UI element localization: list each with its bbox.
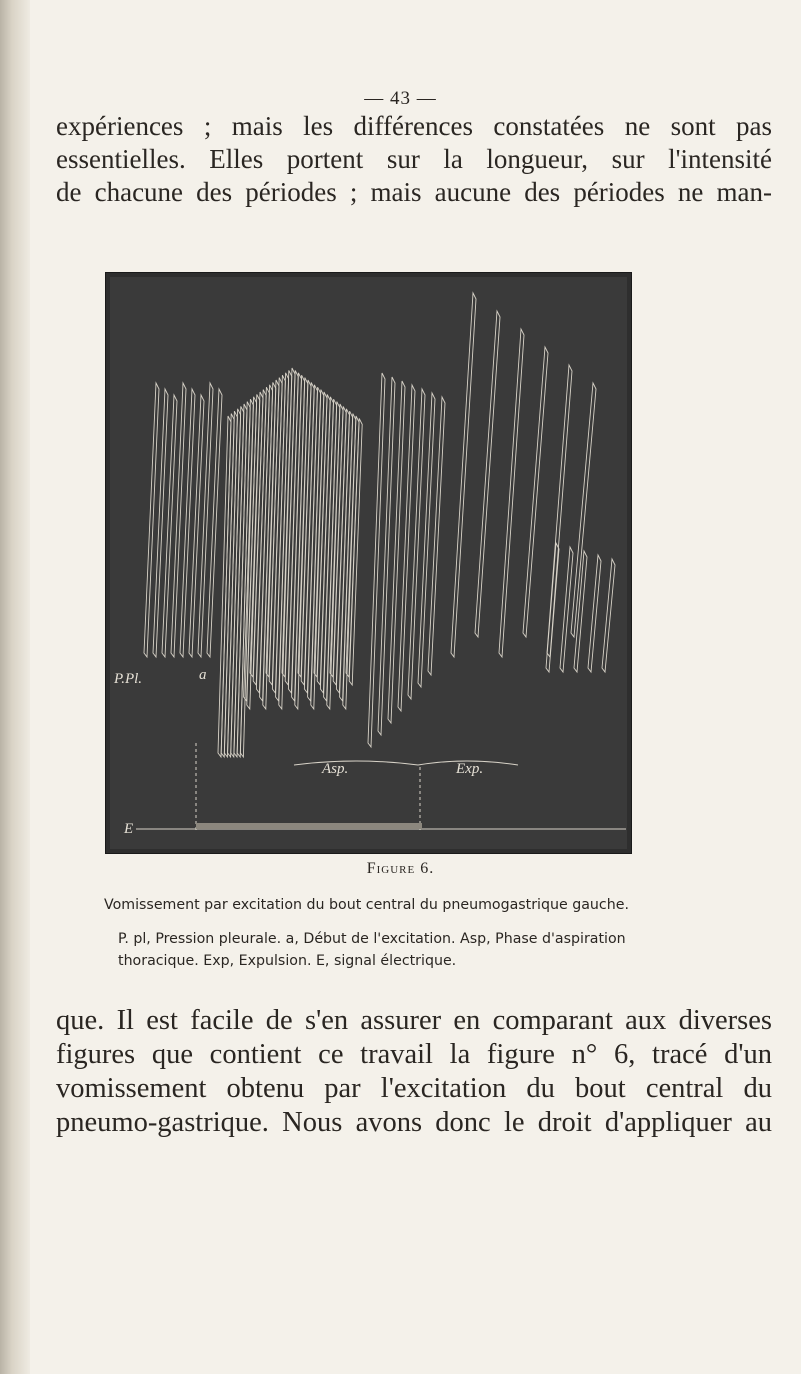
figure-number: Figure 6. (366, 860, 435, 877)
body-text-bottom (56, 1004, 772, 1140)
text-line: de chacune des périodes ; mais aucune des périodes ne man- (56, 177, 772, 207)
page-edge-shadow (0, 0, 30, 1374)
page-number: — 43 — (364, 88, 437, 109)
label-aspiration: Asp. (322, 761, 349, 777)
text-line: figures que contient ce travail la figure n° 6, tracé d'un (56, 1039, 772, 1070)
label-electric-signal: E (124, 821, 134, 837)
figure-caption-title: Vomissement par excitation du bout central du pneumogastrique gauche. (104, 897, 629, 913)
figure-plate (106, 273, 631, 853)
label-expulsion: Exp. (456, 761, 484, 777)
label-excitation-start: a (199, 667, 207, 683)
text-line: que. Il est facile de s'en assurer en comparant aux diverses (56, 1005, 772, 1036)
label-pleural-pressure: P.Pl. (114, 671, 143, 687)
figure-caption-legend: P. pl, Pression pleurale. a, Début de l'excitation. Asp, Phase d'aspiration thoracique. Exp, Expulsion. E, signal électrique. (118, 931, 626, 969)
text-line: expériences ; mais les différences constatées ne sont pas (56, 111, 772, 141)
text-line: vomissement obtenu par l'excitation du bout central du (56, 1073, 772, 1104)
pressure-trace-image (106, 273, 631, 853)
text-line: pneumo-gastrique. Nous avons donc le droit d'appliquer au (56, 1107, 772, 1138)
body-text-top (56, 110, 772, 209)
text-line: essentielles. Elles portent sur la longueur, sur l'intensité (56, 144, 772, 174)
